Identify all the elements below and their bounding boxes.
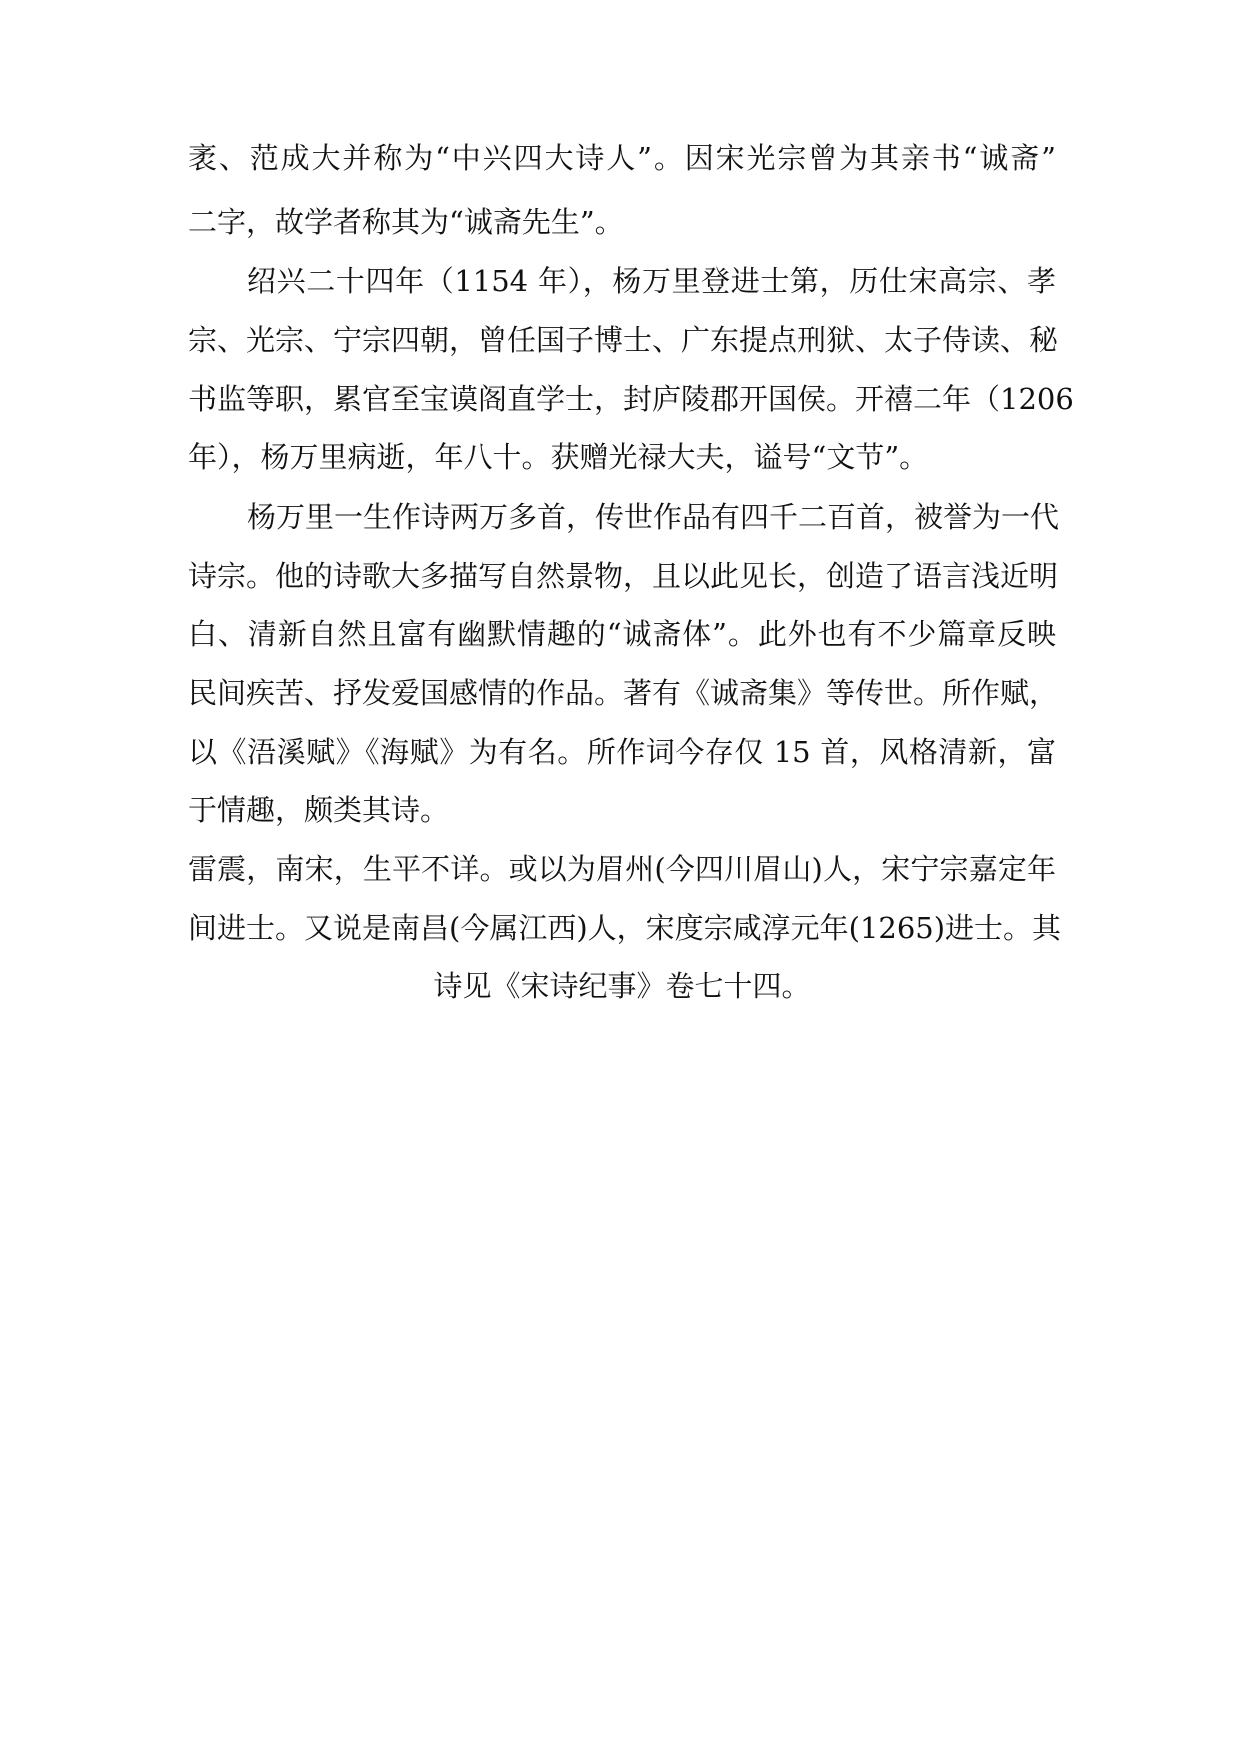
text-line: 袤、范成大并称为“中兴四大诗人”。因宋光宗曾为其亲书“诚斋”	[188, 141, 1056, 175]
text-line: 诗见《宋诗纪事》卷七十四。	[433, 969, 811, 1003]
text-line: 白、清新自然且富有幽默情趣的“诚斋体”。此外也有不少篇章反映	[188, 617, 1056, 651]
text-line: 书监等职，累官至宝谟阁直学士，封庐陵郡开国侯。开禧二年（1206	[188, 382, 1074, 416]
text-line: 杨万里一生作诗两万多首，传世作品有四千二百首，被誉为一代	[247, 500, 1060, 534]
text-line: 年），杨万里病逝，年八十。获赠光禄大夫，谥号“文节”。	[188, 440, 929, 474]
text-line: 间进士。又说是南昌(今属江西)人，宋度宗咸淳元年(1265)进士。其	[188, 911, 1062, 945]
text-line: 于情趣，颇类其诗。	[188, 793, 450, 827]
text-line: 二字，故学者称其为“诚斋先生”。	[188, 205, 624, 239]
text-line: 雷震，南宋，生平不详。或以为眉州(今四川眉山)人，宋宁宗嘉定年	[188, 852, 1056, 886]
text-line: 诗宗。他的诗歌大多描写自然景物，且以此见长，创造了语言浅近明	[188, 559, 1059, 593]
text-line: 以《浯溪赋》《海赋》为有名。所作词今存仅 15 首，风格清新，富	[188, 735, 1056, 769]
text-line: 民间疾苦、抒发爱国感情的作品。著有《诚斋集》等传世。所作赋，	[188, 676, 1059, 710]
text-line: 绍兴二十四年（1154 年），杨万里登进士第，历仕宋高宗、孝	[247, 264, 1056, 298]
text-line: 宗、光宗、宁宗四朝，曾任国子博士、广东提点刑狱、太子侍读、秘	[188, 323, 1059, 357]
